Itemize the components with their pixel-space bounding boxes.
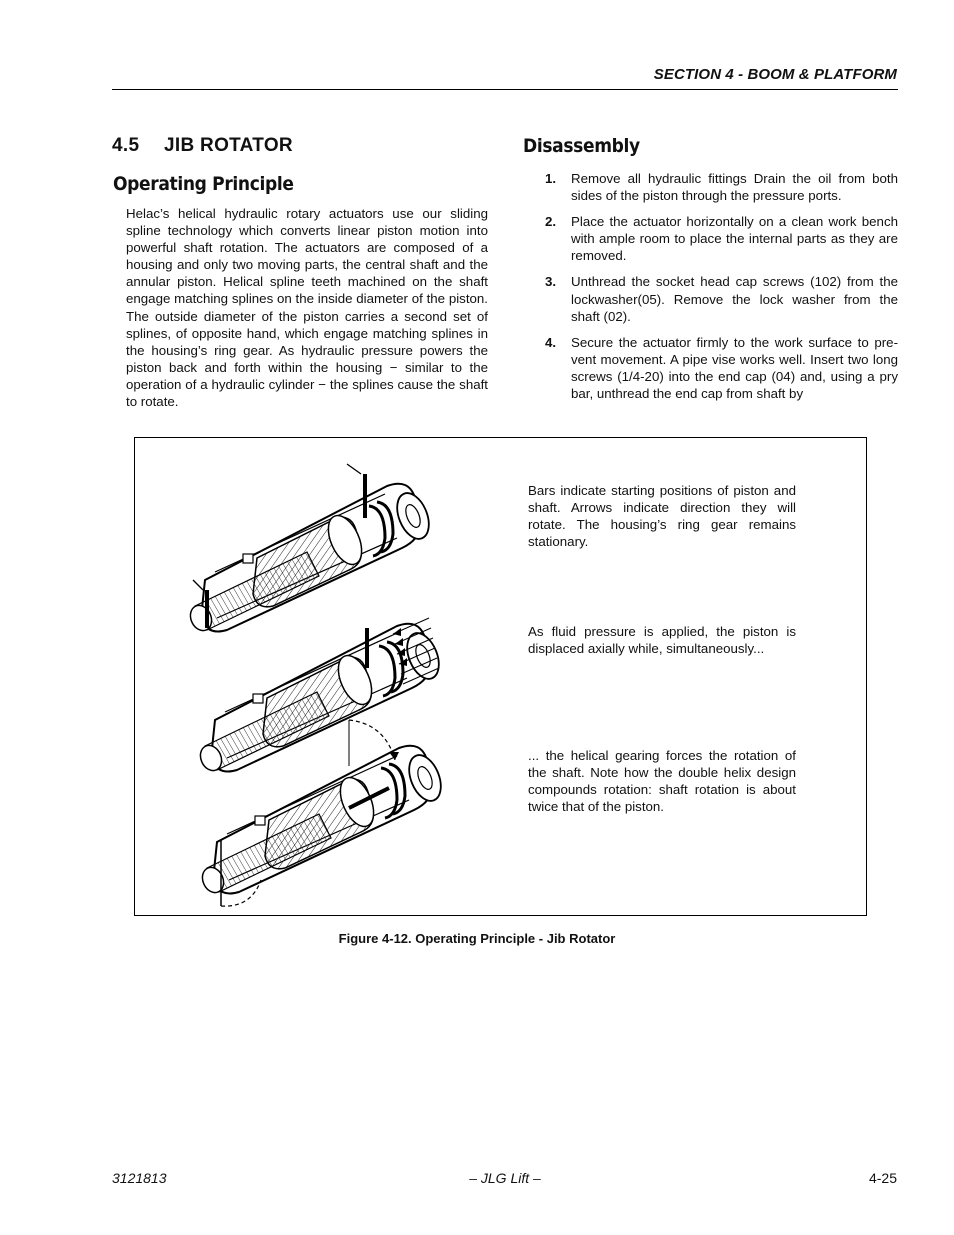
- header-rule: [112, 89, 898, 90]
- actuator-illustration: [187, 448, 507, 910]
- step-number: 3.: [545, 274, 557, 290]
- footer-page-number: 4-25: [868, 1170, 897, 1186]
- step-item: [545, 213, 898, 264]
- figure-callout-rotation: ... the helical gearing forces the rotation of the shaft. Note how the double helix design compounds rotation: shaft rotation is about twice that of the piston.: [528, 748, 796, 815]
- step-text: Unthread the socket head cap screws (102) from the lockwasher(05). Remove the lock washer from the shaft (02).: [571, 274, 898, 324]
- footer-doc-number: 3121813: [112, 1170, 167, 1186]
- step-item: [545, 273, 898, 324]
- operating-principle-heading: Operating Principle: [113, 173, 294, 195]
- section-number: 4.5: [112, 135, 140, 156]
- figure-callout-pressure: As fluid pressure is applied, the piston is displaced axially while, simultaneously...: [528, 624, 796, 657]
- step-number: 1.: [545, 171, 557, 186]
- step-text: Place the actuator horizontally on a clean work bench with ample room to place the internal parts as they are removed.: [571, 214, 898, 264]
- figure-caption: Figure 4-12. Operating Principle - Jib Rotator: [338, 931, 616, 946]
- actuator-start: [187, 464, 435, 634]
- section-header: SECTION 4 - BOOM & PLATFORM: [653, 66, 897, 83]
- step-number: 2.: [545, 214, 557, 230]
- step-text: Secure the actuator firmly to the work surface to pre-vent movement. A pipe vise works well. Insert two long screws (1/4-20) into the end cap (04) and, using a pry bar, unthread the end cap from shaft by: [571, 334, 898, 402]
- section-title-text: JIB ROTATOR: [164, 135, 293, 156]
- figure-callout-start: Bars indicate starting positions of piston and shaft. Arrows indicate direction they will rotate. The housing’s ring gear remains stationary.: [528, 483, 796, 550]
- disassembly-steps: [545, 170, 898, 411]
- operating-principle-body: Helac’s helical hydraulic rotary actuators use our sliding spline technology which converts linear piston motion into powerful shaft rotation. The actuators are composed of a housing and only two moving parts, the central shaft and the annular piston. Helical spline teeth machined on the shaft engage matching splines on the inside diameter of the piston. The outside diameter of the piston carries a second set of splines, of opposite hand, which engage matching splines in the housing’s ring gear. As hydraulic pressure powers the piston back and forth within the housing − similar to the operation of a hydraulic cylinder − the splines cause the shaft to rotate.: [126, 206, 488, 410]
- step-item: [545, 170, 898, 204]
- step-item: [545, 334, 898, 402]
- step-text: Remove all hydraulic fittings Drain the oil from both sides of the piston through the pressure ports.: [571, 171, 898, 204]
- footer-publisher: – JLG Lift –: [469, 1170, 541, 1186]
- step-number: 4.: [545, 334, 557, 350]
- section-title: [112, 135, 293, 157]
- figure-frame: [134, 437, 867, 916]
- disassembly-heading: Disassembly: [523, 135, 640, 157]
